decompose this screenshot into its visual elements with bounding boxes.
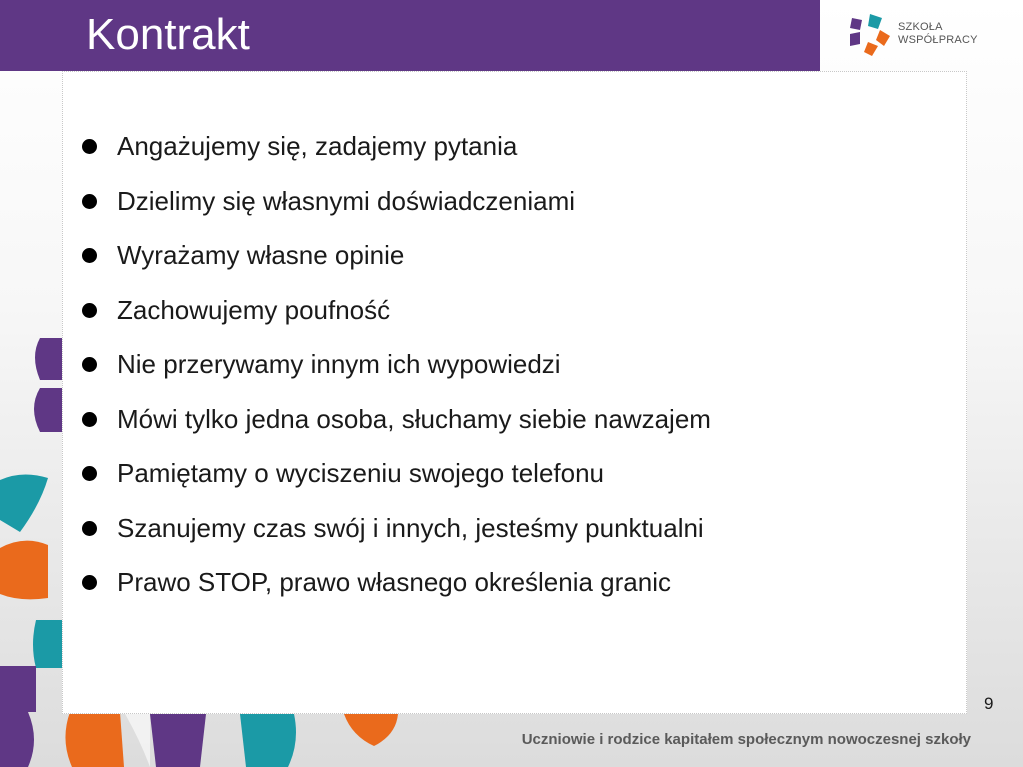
bullet-icon bbox=[82, 248, 97, 263]
list-item bbox=[82, 510, 711, 565]
page-number: 9 bbox=[984, 694, 994, 713]
bullet-text: Angażujemy się, zadajemy pytania bbox=[117, 131, 518, 161]
decor-orange-shape-1 bbox=[0, 541, 48, 600]
decor-orange-shape-3 bbox=[344, 714, 398, 746]
logo-text-line1: SZKOŁA bbox=[898, 21, 943, 33]
decor-teal-shape-2 bbox=[33, 620, 62, 668]
bullet-text: Nie przerywamy innym ich wypowiedzi bbox=[117, 349, 561, 379]
bullet-icon bbox=[82, 412, 97, 427]
bullet-icon bbox=[82, 139, 97, 154]
logo bbox=[846, 12, 996, 58]
decor-purple-shape-4 bbox=[0, 712, 34, 767]
list-item bbox=[82, 401, 711, 456]
list-item bbox=[82, 237, 711, 292]
decor-white-arc bbox=[124, 712, 150, 767]
list-item bbox=[82, 292, 711, 347]
bullet-text: Mówi tylko jedna osoba, słuchamy siebie nawzajem bbox=[117, 403, 711, 434]
decor-purple-shape-1 bbox=[35, 338, 62, 380]
decor-purple-shape-3 bbox=[0, 666, 36, 712]
logo-text bbox=[898, 21, 978, 47]
list-item bbox=[82, 455, 711, 510]
footer-text: Uczniowie i rodzice kapitałem społecznym nowoczesnej szkoły bbox=[521, 731, 971, 748]
bullet-icon bbox=[82, 303, 97, 318]
decor-purple-shape-5 bbox=[150, 714, 206, 767]
bullet-text: Dzielimy się własnymi doświadczeniami bbox=[117, 185, 576, 216]
bullet-list bbox=[82, 128, 711, 619]
decor-teal-shape-1 bbox=[0, 474, 48, 532]
bullet-text: Wyrażamy własne opinie bbox=[117, 240, 405, 270]
bullet-text: Zachowujemy poufność bbox=[117, 294, 391, 325]
bullet-icon bbox=[82, 466, 97, 481]
decor-teal-shape-3 bbox=[240, 714, 296, 767]
list-item bbox=[82, 564, 711, 619]
bullet-icon bbox=[82, 357, 97, 372]
bullet-text: Szanujemy czas swój i innych, jesteśmy punktualni bbox=[117, 512, 704, 543]
bullet-icon bbox=[82, 521, 97, 536]
list-item bbox=[82, 128, 711, 183]
bullet-icon bbox=[82, 575, 97, 590]
decor-purple-shape-2 bbox=[34, 388, 62, 432]
szkola-wspolpracy-logo-icon bbox=[846, 12, 890, 56]
bullet-icon bbox=[82, 194, 97, 209]
slide-title: Kontrakt bbox=[86, 10, 250, 59]
list-item bbox=[82, 346, 711, 401]
logo-text-line2: WSPÓŁPRACY bbox=[898, 34, 978, 46]
title-bar bbox=[0, 0, 820, 71]
bullet-text: Pamiętamy o wyciszeniu swojego telefonu bbox=[117, 458, 605, 488]
decor-orange-shape-2 bbox=[65, 712, 124, 767]
bullet-text: Prawo STOP, prawo własnego określenia granic bbox=[117, 567, 671, 597]
list-item bbox=[82, 183, 711, 238]
